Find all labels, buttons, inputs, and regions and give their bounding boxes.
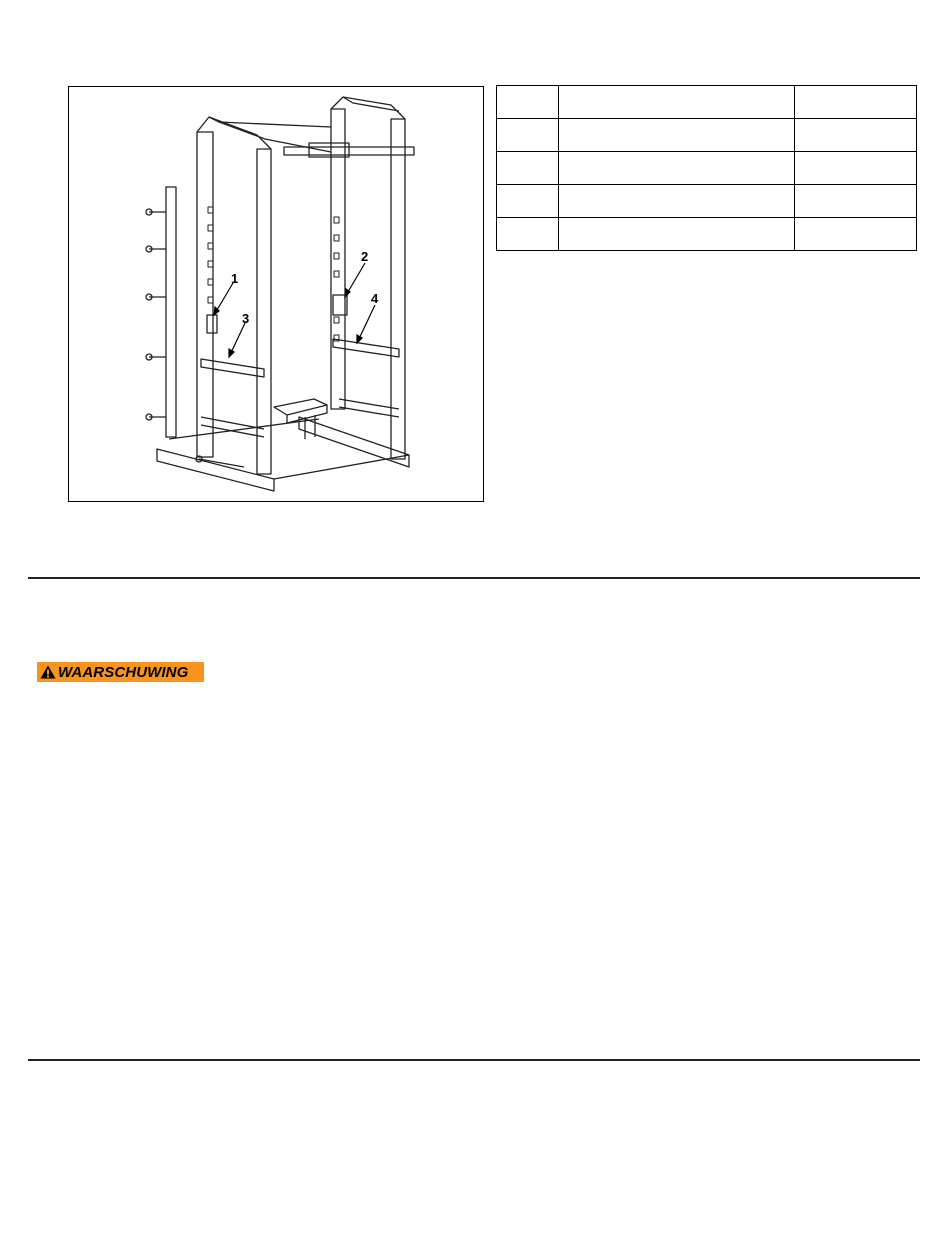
callout-3: 3 xyxy=(242,311,250,326)
callout-2: 2 xyxy=(361,249,369,264)
table-row xyxy=(497,185,917,218)
warning-label: WAARSCHUWING xyxy=(58,663,189,681)
section-divider xyxy=(28,1059,920,1061)
equipment-illustration xyxy=(68,86,484,502)
table-cell xyxy=(497,119,559,152)
table-cell xyxy=(497,152,559,185)
table-cell xyxy=(795,152,917,185)
table-cell xyxy=(559,218,795,251)
table-cell xyxy=(795,218,917,251)
table-cell xyxy=(497,185,559,218)
callout-1: 1 xyxy=(231,271,239,286)
power-rack-drawing xyxy=(69,87,483,501)
table-cell xyxy=(559,152,795,185)
table-cell xyxy=(497,86,559,119)
table-row xyxy=(497,119,917,152)
table-cell xyxy=(497,218,559,251)
table-cell xyxy=(559,185,795,218)
callout-4: 4 xyxy=(371,291,379,306)
parts-table xyxy=(496,85,917,251)
warning-triangle-icon xyxy=(40,665,56,679)
table-cell xyxy=(795,119,917,152)
table-row xyxy=(497,218,917,251)
table-cell xyxy=(559,119,795,152)
table-cell xyxy=(795,86,917,119)
warning-banner xyxy=(37,662,204,682)
section-divider xyxy=(28,577,920,579)
table-cell xyxy=(795,185,917,218)
table-row xyxy=(497,86,917,119)
table-row xyxy=(497,152,917,185)
table-cell xyxy=(559,86,795,119)
